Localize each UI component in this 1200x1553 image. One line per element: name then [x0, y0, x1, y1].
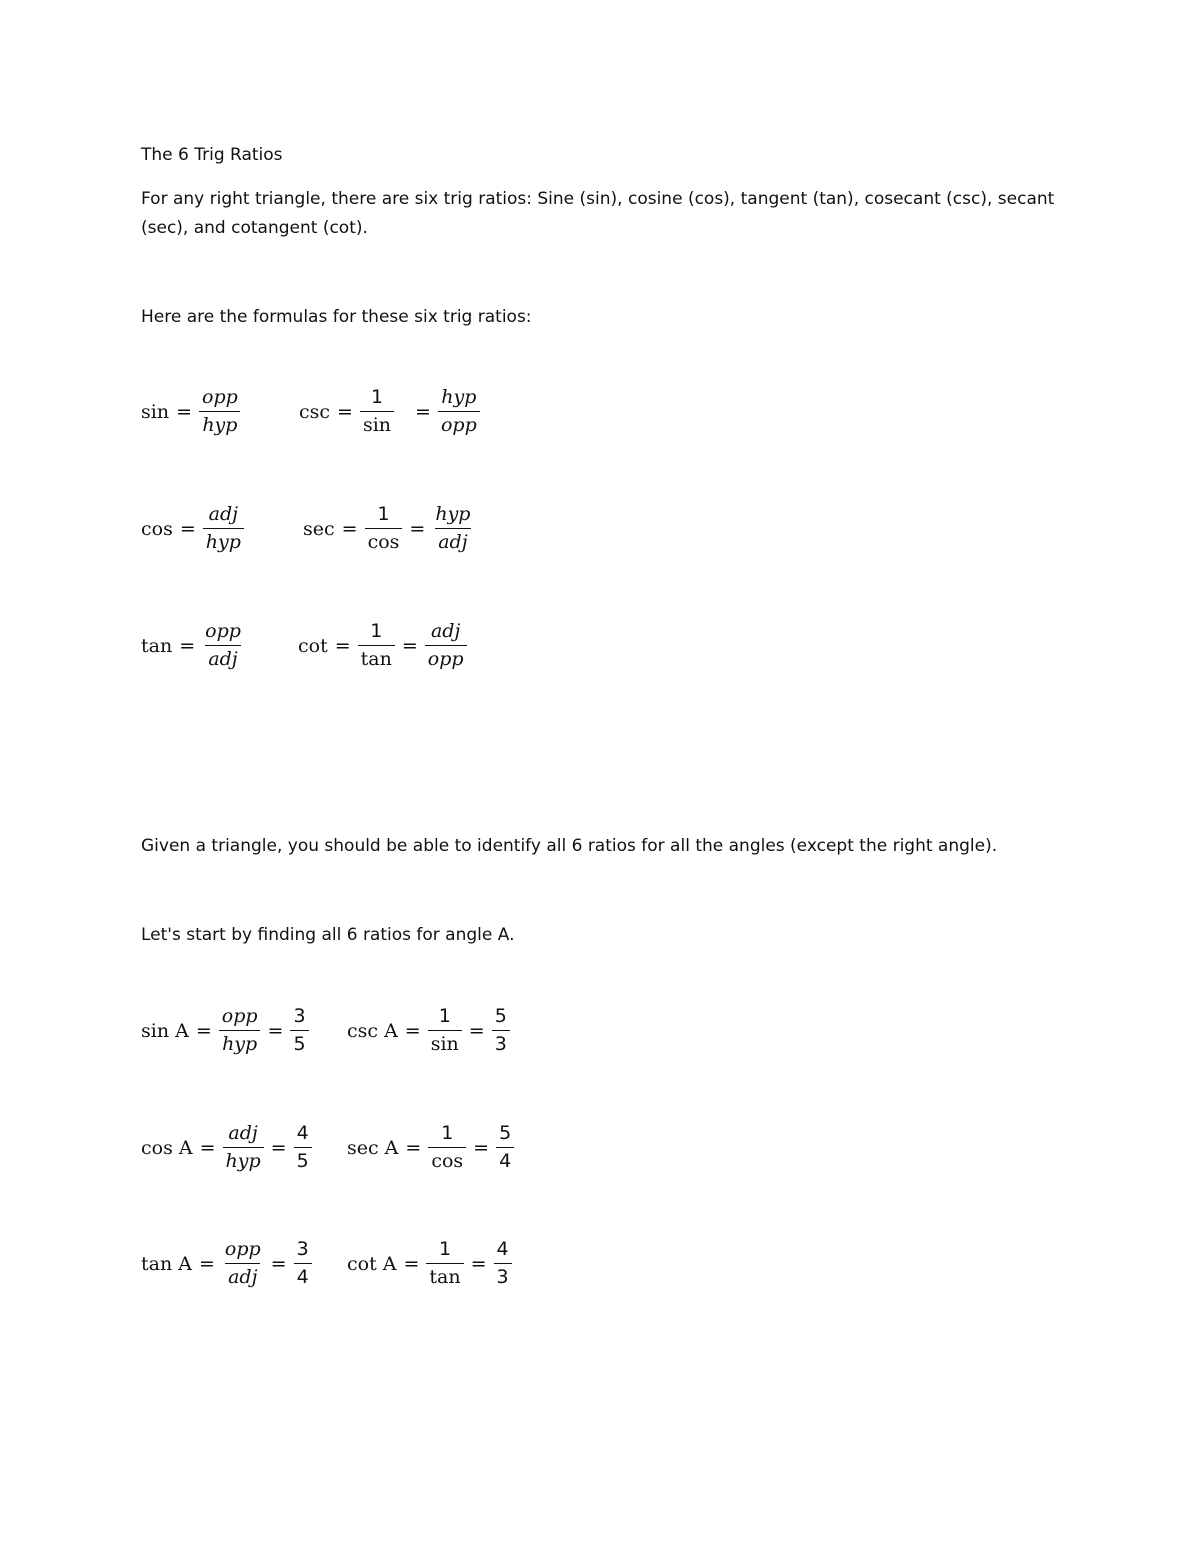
numerator: opp [221, 1005, 258, 1027]
denominator: hyp [223, 1147, 264, 1171]
equals-sign: = [198, 1252, 215, 1275]
fraction [494, 1240, 512, 1287]
function-name: cot A [347, 1252, 397, 1275]
equals-sign: = [199, 1136, 216, 1159]
denominator: hyp [219, 1030, 260, 1054]
equals-sign: = [341, 517, 358, 540]
equals-sign: = [179, 634, 196, 657]
equals-sign: = [415, 400, 431, 423]
denominator: hyp [203, 528, 244, 552]
equals-sign: = [468, 1019, 485, 1042]
numerator: 3 [293, 1005, 306, 1027]
fraction [222, 1240, 264, 1287]
denominator: cos [365, 528, 403, 552]
numerator: 1 [438, 1238, 452, 1260]
angle-a-lead-text: Let's start by finding all 6 ratios for angle A. [141, 925, 515, 945]
function-name: cos A [141, 1136, 193, 1159]
intro-paragraph: For any right triangle, there are six trig ratios: Sine (sin), cosine (cos), tangent (tan), cosecant (csc), secant (sec), and cotangent (cot). [141, 189, 1055, 238]
denominator: tan [358, 645, 395, 669]
denominator: tan [426, 1263, 463, 1287]
numerator: 4 [296, 1122, 309, 1144]
numerator: opp [205, 620, 241, 642]
numerator: 1 [370, 386, 384, 408]
equals-sign: = [334, 634, 351, 657]
function-name: csc [299, 400, 331, 423]
denominator: 4 [496, 1147, 514, 1171]
denominator: adj [435, 528, 470, 552]
cot-formula [298, 622, 467, 669]
cos-formula [141, 505, 244, 552]
fraction [202, 622, 244, 669]
denominator: opp [438, 411, 480, 435]
function-name: cot [298, 634, 328, 657]
numerator: hyp [435, 503, 471, 525]
numerator: hyp [441, 386, 477, 408]
numerator: 1 [438, 1005, 451, 1027]
csc-formula [299, 388, 480, 435]
numerator: opp [202, 386, 238, 408]
cot-a-equation [347, 1240, 512, 1287]
denominator: sin [360, 411, 394, 435]
numerator: adj [228, 1122, 258, 1144]
denominator: adj [225, 1263, 260, 1287]
numerator: 1 [370, 620, 383, 642]
function-name: sin A [141, 1019, 189, 1042]
fraction [219, 1007, 261, 1054]
function-name: tan A [141, 1252, 192, 1275]
fraction [290, 1007, 308, 1054]
denominator: 4 [294, 1263, 312, 1287]
formulas-lead-text: Here are the formulas for these six trig ratios: [141, 307, 532, 327]
numerator: 1 [377, 503, 390, 525]
fraction [294, 1240, 312, 1287]
fraction [365, 505, 403, 552]
fraction [428, 1007, 462, 1054]
function-name: sec [303, 517, 335, 540]
function-name: sec A [347, 1136, 399, 1159]
sec-a-equation [347, 1124, 514, 1171]
tan-formula [141, 622, 244, 669]
fraction [199, 388, 241, 435]
numerator: adj [430, 620, 461, 642]
equals-sign: = [267, 1019, 284, 1042]
equals-sign: = [401, 634, 418, 657]
denominator: hyp [199, 411, 240, 435]
equals-sign: = [470, 1252, 487, 1275]
equals-sign: = [405, 1136, 422, 1159]
numerator: 1 [441, 1122, 454, 1144]
function-name: cos [141, 517, 173, 540]
numerator: 5 [494, 1005, 507, 1027]
function-name: csc A [347, 1019, 398, 1042]
numerator: 3 [296, 1238, 309, 1260]
denominator: 3 [492, 1030, 510, 1054]
numerator: 4 [496, 1238, 509, 1260]
equals-sign: = [473, 1136, 490, 1159]
denominator: opp [425, 645, 467, 669]
intro-section [141, 141, 1071, 243]
fraction [358, 622, 395, 669]
equals-sign: = [195, 1019, 212, 1042]
function-name: sin [141, 400, 170, 423]
document-title: The 6 Trig Ratios [141, 145, 283, 165]
numerator: opp [224, 1238, 261, 1260]
given-triangle-text: Given a triangle, you should be able to identify all 6 ratios for all the angles (except the right angle). [141, 836, 998, 856]
equals-sign: = [179, 517, 196, 540]
numerator: adj [208, 503, 239, 525]
numerator: 5 [499, 1122, 512, 1144]
denominator: 5 [294, 1147, 312, 1171]
fraction [432, 505, 473, 552]
fraction [426, 1240, 463, 1287]
fraction [492, 1007, 510, 1054]
denominator: 3 [494, 1263, 512, 1287]
equals-sign: = [270, 1136, 287, 1159]
fraction [223, 1124, 264, 1171]
equals-sign: = [403, 1252, 420, 1275]
fraction [203, 505, 244, 552]
fraction [425, 622, 467, 669]
equals-sign: = [176, 400, 192, 423]
equals-sign: = [409, 517, 426, 540]
sec-formula [303, 505, 473, 552]
sin-a-equation [141, 1007, 309, 1054]
fraction [438, 388, 480, 435]
denominator: cos [428, 1147, 466, 1171]
denominator: 5 [290, 1030, 308, 1054]
fraction [496, 1124, 514, 1171]
sin-formula [141, 388, 241, 435]
equals-sign: = [337, 400, 353, 423]
denominator: adj [205, 645, 240, 669]
fraction [360, 388, 394, 435]
tan-a-equation [141, 1240, 312, 1287]
fraction [294, 1124, 312, 1171]
equals-sign: = [404, 1019, 421, 1042]
csc-a-equation [347, 1007, 510, 1054]
denominator: sin [428, 1030, 462, 1054]
equals-sign: = [270, 1252, 287, 1275]
fraction [428, 1124, 466, 1171]
cos-a-equation [141, 1124, 312, 1171]
function-name: tan [141, 634, 173, 657]
